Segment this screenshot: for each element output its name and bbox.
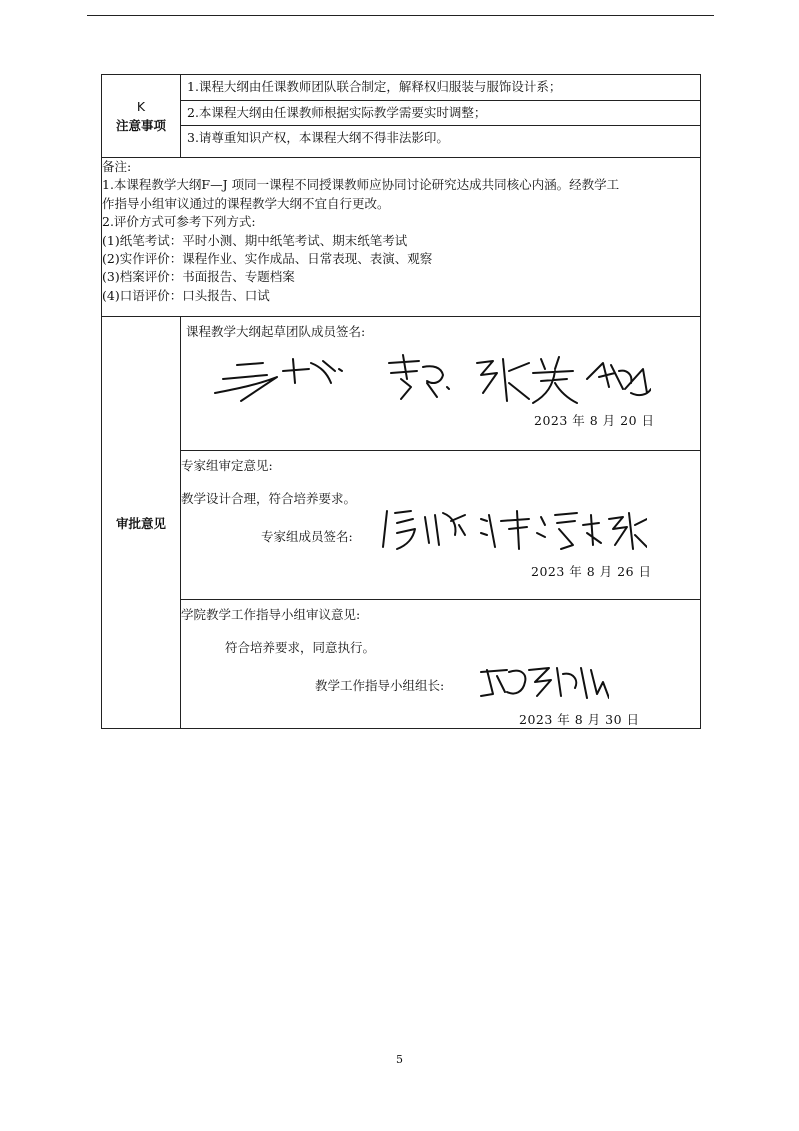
note-item: 2.本课程大纲由任课教师根据实际教学需要实时调整；	[181, 101, 700, 127]
remarks-line: 作指导小组审议通过的课程教学大纲不宜自行更改。	[102, 195, 390, 211]
remarks-line: (4)口语评价：口头报告、口试	[102, 287, 270, 303]
college-signature	[477, 662, 609, 702]
remarks-line: 2.评价方式可参考下列方式:	[102, 214, 256, 230]
expert-opinion: 教学设计合理，符合培养要求。	[181, 491, 357, 506]
header-rule	[87, 15, 714, 16]
expert-signatures	[377, 505, 647, 553]
college-section	[181, 600, 701, 729]
approval-label-cell	[102, 317, 181, 729]
page-number: 5	[396, 1053, 403, 1066]
notes-label: 注意事项	[115, 117, 166, 133]
expert-sign-label: 专家组成员签名:	[261, 529, 353, 544]
expert-section	[181, 451, 701, 600]
notes-label-code: K	[136, 98, 146, 114]
notes-label-cell	[102, 75, 181, 158]
college-opinion: 符合培养要求，同意执行。	[225, 640, 376, 655]
remarks-line: (2)实作评价：课程作业、实作成品、日常表现、表演、观察	[102, 251, 433, 267]
expert-row	[102, 451, 701, 600]
remarks-title: 备注:	[102, 159, 132, 174]
note-item: 1.课程大纲由任课教师团队联合制定，解释权归服装与服饰设计系；	[181, 75, 700, 101]
syllabus-table	[101, 74, 701, 729]
drafting-row	[102, 317, 701, 451]
drafting-date: 2023 年 8 月 20 日	[534, 413, 655, 428]
drafting-title: 课程教学大纲起草团队成员签名:	[186, 324, 366, 339]
college-title: 学院教学工作指导小组审议意见:	[181, 607, 361, 622]
expert-date: 2023 年 8 月 26 日	[531, 564, 652, 579]
drafting-signatures	[211, 349, 651, 409]
college-row	[102, 600, 701, 729]
remarks-line: 1.本课程教学大纲F—J 项同一课程不同授课教师应协同讨论研究达成共同核心内涵。经教学工	[102, 177, 620, 193]
remarks-row	[102, 158, 701, 317]
expert-title: 专家组审定意见:	[181, 458, 273, 473]
remarks-cell	[102, 158, 701, 317]
remarks-line: (3)档案评价：书面报告、专题档案	[102, 269, 295, 285]
remarks-line: (1)纸笔考试：平时小测、期中纸笔考试、期末纸笔考试	[102, 232, 408, 248]
note-item: 3.请尊重知识产权，本课程大纲不得非法影印。	[187, 130, 449, 146]
notes-content-cell	[181, 75, 701, 158]
college-sign-label: 教学工作指导小组组长:	[315, 678, 445, 693]
approval-label: 审批意见	[115, 515, 166, 531]
drafting-section	[181, 317, 701, 451]
college-date: 2023 年 8 月 30 日	[519, 712, 640, 727]
notes-row	[102, 75, 701, 158]
